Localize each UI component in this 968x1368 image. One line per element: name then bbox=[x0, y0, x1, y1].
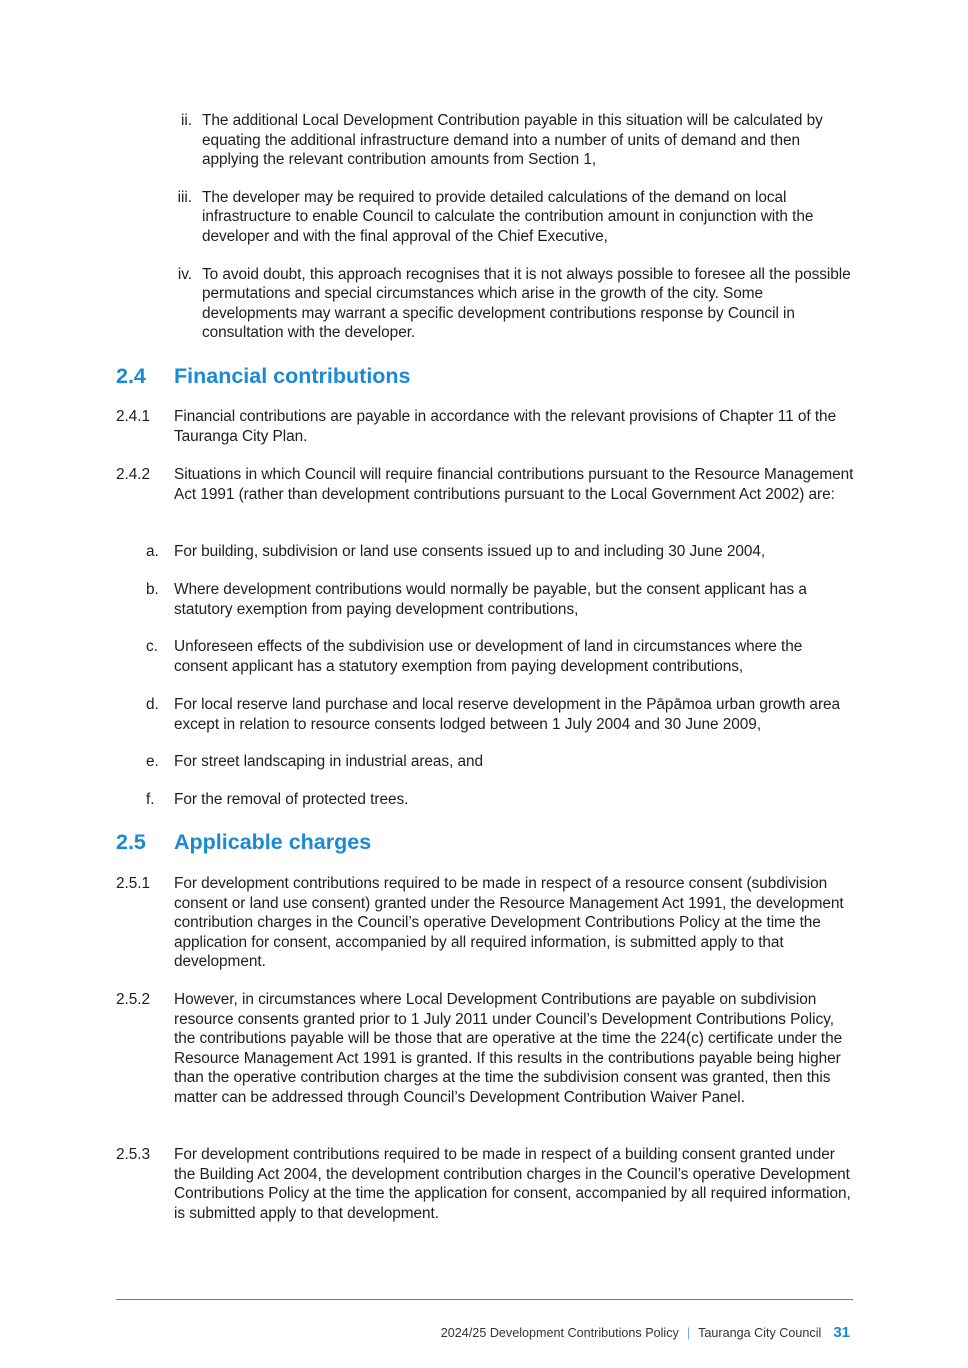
paragraph-text: Situations in which Council will require financial contributions pursuant to the Resource Management Act 1991 (rather than development contributions pursuant to the Local Government Act 2002) are: bbox=[174, 466, 854, 503]
paragraph-2-5-2 bbox=[116, 990, 856, 1108]
paragraph-2-5-1 bbox=[116, 874, 856, 972]
page-footer bbox=[441, 1324, 850, 1341]
list-item-number: iii. bbox=[177, 188, 192, 206]
paragraph-text: For development contributions required to be made in respect of a resource consent (subdivision consent or land use consent) granted under the Resource Management Act 1991, the development contribution charges in the Council’s operative Development Contributions Policy at the time the application for consent, accompanied by all required information, is submitted apply to that development. bbox=[174, 875, 844, 971]
paragraph-number: 2.5.1 bbox=[116, 875, 150, 892]
footer-organization: Tauranga City Council bbox=[698, 1326, 822, 1340]
list-item bbox=[146, 580, 856, 619]
section-heading-2-5 bbox=[116, 830, 371, 855]
list-item bbox=[170, 265, 860, 343]
footer-divider bbox=[116, 1299, 853, 1300]
list-item-text: Where development contributions would normally be payable, but the consent applicant has a statutory exemption from paying development contributions, bbox=[174, 581, 807, 618]
section-title: Financial contributions bbox=[174, 364, 411, 388]
list-item-letter: d. bbox=[146, 696, 159, 713]
list-item-letter: e. bbox=[146, 753, 159, 770]
list-item-letter: c. bbox=[146, 638, 158, 655]
list-item bbox=[146, 542, 856, 562]
paragraph-2-4-1 bbox=[116, 407, 856, 446]
paragraph-text: However, in circumstances where Local Development Contributions are payable on subdivision resource consents granted prior to 1 July 2011 under Council’s Development Contributions Policy, the contributions payable will be those that are operative at the time the 224(c) certificate under the Resource Management Act 1991 is granted. If this results in the contributions payable being higher than the operative contribution charges at the time the subdivision consent was granted, then this matter can be addressed through Council’s Development Contribution Waiver Panel. bbox=[174, 991, 843, 1106]
list-item bbox=[146, 752, 856, 772]
list-item bbox=[170, 188, 860, 247]
list-item-letter: b. bbox=[146, 581, 159, 598]
list-item bbox=[146, 637, 856, 676]
footer-document-title: 2024/25 Development Contributions Policy bbox=[440, 1326, 679, 1340]
list-item-number: ii. bbox=[181, 112, 192, 129]
paragraph-number: 2.5.3 bbox=[116, 1146, 150, 1163]
paragraph-number: 2.5.2 bbox=[116, 991, 150, 1008]
paragraph-text: Financial contributions are payable in accordance with the relevant provisions of Chapter 11 of the Tauranga City Plan. bbox=[174, 408, 837, 445]
roman-list bbox=[170, 111, 860, 361]
page-number: 31 bbox=[833, 1324, 850, 1341]
list-item-number: iv. bbox=[177, 265, 192, 283]
footer-separator: | bbox=[686, 1326, 691, 1340]
list-item-letter: a. bbox=[146, 543, 159, 560]
list-item-text: Unforeseen effects of the subdivision use or development of land in circumstances where the consent applicant has a statutory exemption from paying development contributions, bbox=[174, 638, 803, 675]
list-item-text: For street landscaping in industrial areas, and bbox=[174, 753, 484, 770]
list-item bbox=[170, 111, 860, 170]
list-item-text: For the removal of protected trees. bbox=[174, 791, 409, 808]
section-heading-2-4 bbox=[116, 364, 411, 389]
paragraph-number: 2.4.1 bbox=[116, 408, 150, 425]
paragraph-2-4-2 bbox=[116, 465, 856, 504]
section-number: 2.4 bbox=[116, 364, 146, 388]
paragraph-2-5-3 bbox=[116, 1145, 856, 1223]
section-title: Applicable charges bbox=[174, 830, 372, 854]
list-item-text: For building, subdivision or land use consents issued up to and including 30 June 2004, bbox=[174, 543, 766, 560]
section-number: 2.5 bbox=[116, 830, 146, 854]
list-item-text: To avoid doubt, this approach recognises that it is not always possible to foresee all the possible permutations and special circumstances which arise in the growth of the city. Some developments may warrant a specific development contributions response by Council in consultation with the developer. bbox=[202, 265, 851, 342]
list-item bbox=[146, 695, 856, 734]
paragraph-number: 2.4.2 bbox=[116, 466, 150, 483]
list-item-text: For local reserve land purchase and local reserve development in the Pāpāmoa urban growth area except in relation to resource consents lodged between 1 July 2004 and 30 June 2009, bbox=[174, 696, 841, 733]
paragraph-text: For development contributions required to be made in respect of a building consent granted under the Building Act 2004, the development contribution charges in the Council’s operative Development Contributions Policy at the time the application for consent, accompanied by all required information, is submitted apply to that development. bbox=[174, 1146, 851, 1222]
list-item-text: The developer may be required to provide detailed calculations of the demand on local infrastructure to enable Council to calculate the contribution amount in conjunction with the developer and with the final approval of the Chief Executive, bbox=[202, 188, 814, 245]
list-item bbox=[146, 790, 856, 810]
list-item-text: The additional Local Development Contribution payable in this situation will be calculated by equating the additional infrastructure demand into a number of units of demand and then applying the relevant contribution amounts from Section 1, bbox=[202, 112, 823, 169]
list-item-letter: f. bbox=[146, 791, 155, 808]
